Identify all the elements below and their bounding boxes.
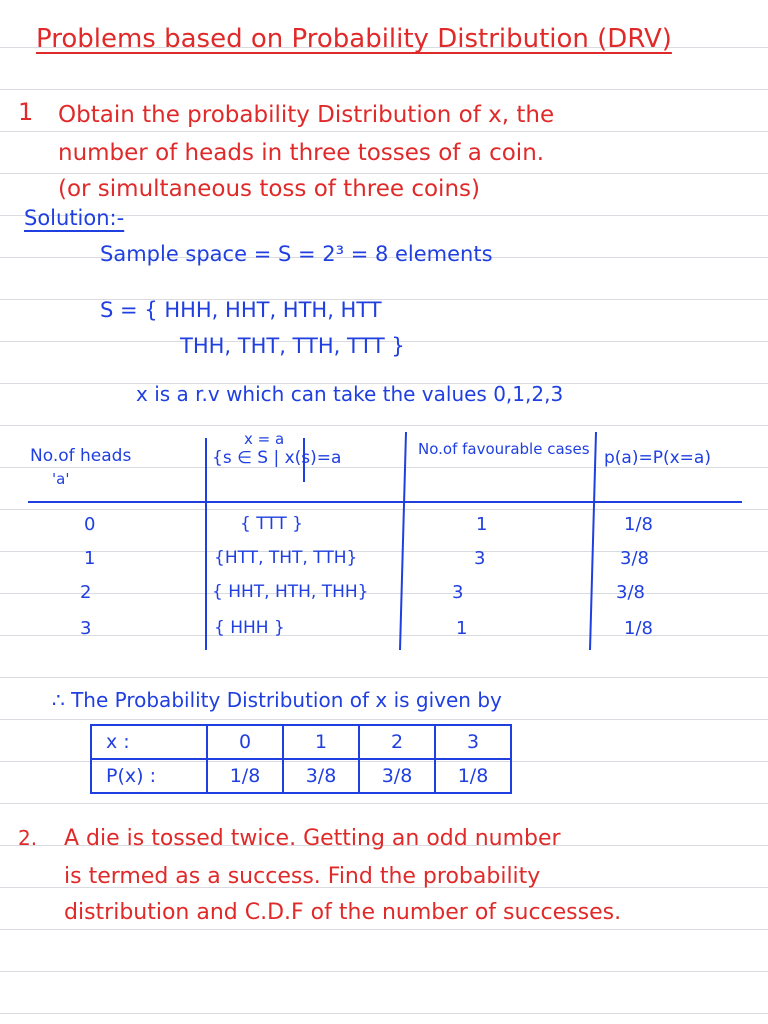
table1-row1-cases: 1 (476, 514, 488, 535)
table1-row4-cases: 1 (456, 618, 468, 639)
distribution-x-3: 3 (435, 725, 511, 759)
table1-row2-set: {HTT, THT, TTH} (214, 548, 358, 568)
distribution-p-1: 3/8 (283, 759, 359, 793)
distribution-x-1: 1 (283, 725, 359, 759)
distribution-table (90, 724, 512, 794)
problem2-line-3: distribution and C.D.F of the number of successes. (64, 900, 622, 925)
table1-row1-p: 1/8 (624, 514, 653, 535)
solution-heading: Solution:- (24, 206, 125, 230)
table1-row2-cases: 3 (474, 548, 486, 569)
distribution-p-3: 1/8 (435, 759, 511, 793)
sample-set-line-2: THH, THT, TTH, TTT } (180, 334, 405, 358)
table1-row1-set: { TTT } (240, 514, 303, 534)
table1-header-prob: p(a)=P(x=a) (604, 448, 711, 468)
distribution-x-0: 0 (207, 725, 283, 759)
problem2-number: 2. (18, 826, 38, 850)
table1-row4-p: 1/8 (624, 618, 653, 639)
sample-set-line-1: S = { HHH, HHT, HTH, HTT (100, 298, 382, 322)
problem1-line-1: Obtain the probability Distribution of x, the (58, 102, 555, 128)
problem2-line-2: is termed as a success. Find the probability (64, 864, 541, 889)
problem1-line-2: number of heads in three tosses of a coin. (58, 140, 545, 166)
table1-row4-set: { HHH } (214, 618, 285, 638)
problem2-line-1: A die is tossed twice. Getting an odd number (64, 826, 561, 851)
table1-row3-a: 2 (80, 582, 92, 603)
problem1-line-3: (or simultaneous toss of three coins) (58, 176, 480, 202)
random-variable-line: x is a r.v which can take the values 0,1,2,3 (136, 382, 564, 406)
table1-row2-p: 3/8 (620, 548, 649, 569)
distribution-p-0: 1/8 (207, 759, 283, 793)
table1-row3-cases: 3 (452, 582, 464, 603)
distribution-row-p (91, 759, 511, 793)
page-title: Problems based on Probability Distribution (DRV) (36, 24, 672, 54)
sample-space-line: Sample space = S = 2³ = 8 elements (100, 242, 493, 266)
distribution-x-2: 2 (359, 725, 435, 759)
table1-col-divider-2 (400, 432, 406, 650)
distribution-p-2: 3/8 (359, 759, 435, 793)
table1-header-heads-sub: 'a' (52, 470, 70, 488)
problem1-number: 1 (18, 98, 34, 126)
table1-header-event: {s ∈ S | x(s)=a (212, 448, 342, 468)
table1-header-heads: No.of heads (30, 446, 132, 466)
table1-row1-a: 0 (84, 514, 96, 535)
table1-col-divider-3 (590, 432, 596, 650)
table1-row4-a: 3 (80, 618, 92, 639)
table1-row3-p: 3/8 (616, 582, 645, 603)
table1-header-cases: No.of favourable cases (418, 440, 590, 458)
distribution-row-x (91, 725, 511, 759)
distribution-x-label: x : (91, 725, 207, 759)
conclusion-line: ∴ The Probability Distribution of x is given by (52, 688, 502, 712)
distribution-p-label: P(x) : (91, 759, 207, 793)
table1-row3-set: { HHT, HTH, THH} (212, 582, 369, 602)
table1-row2-a: 1 (84, 548, 96, 569)
table1-header-event-sub: x = a (244, 430, 285, 448)
